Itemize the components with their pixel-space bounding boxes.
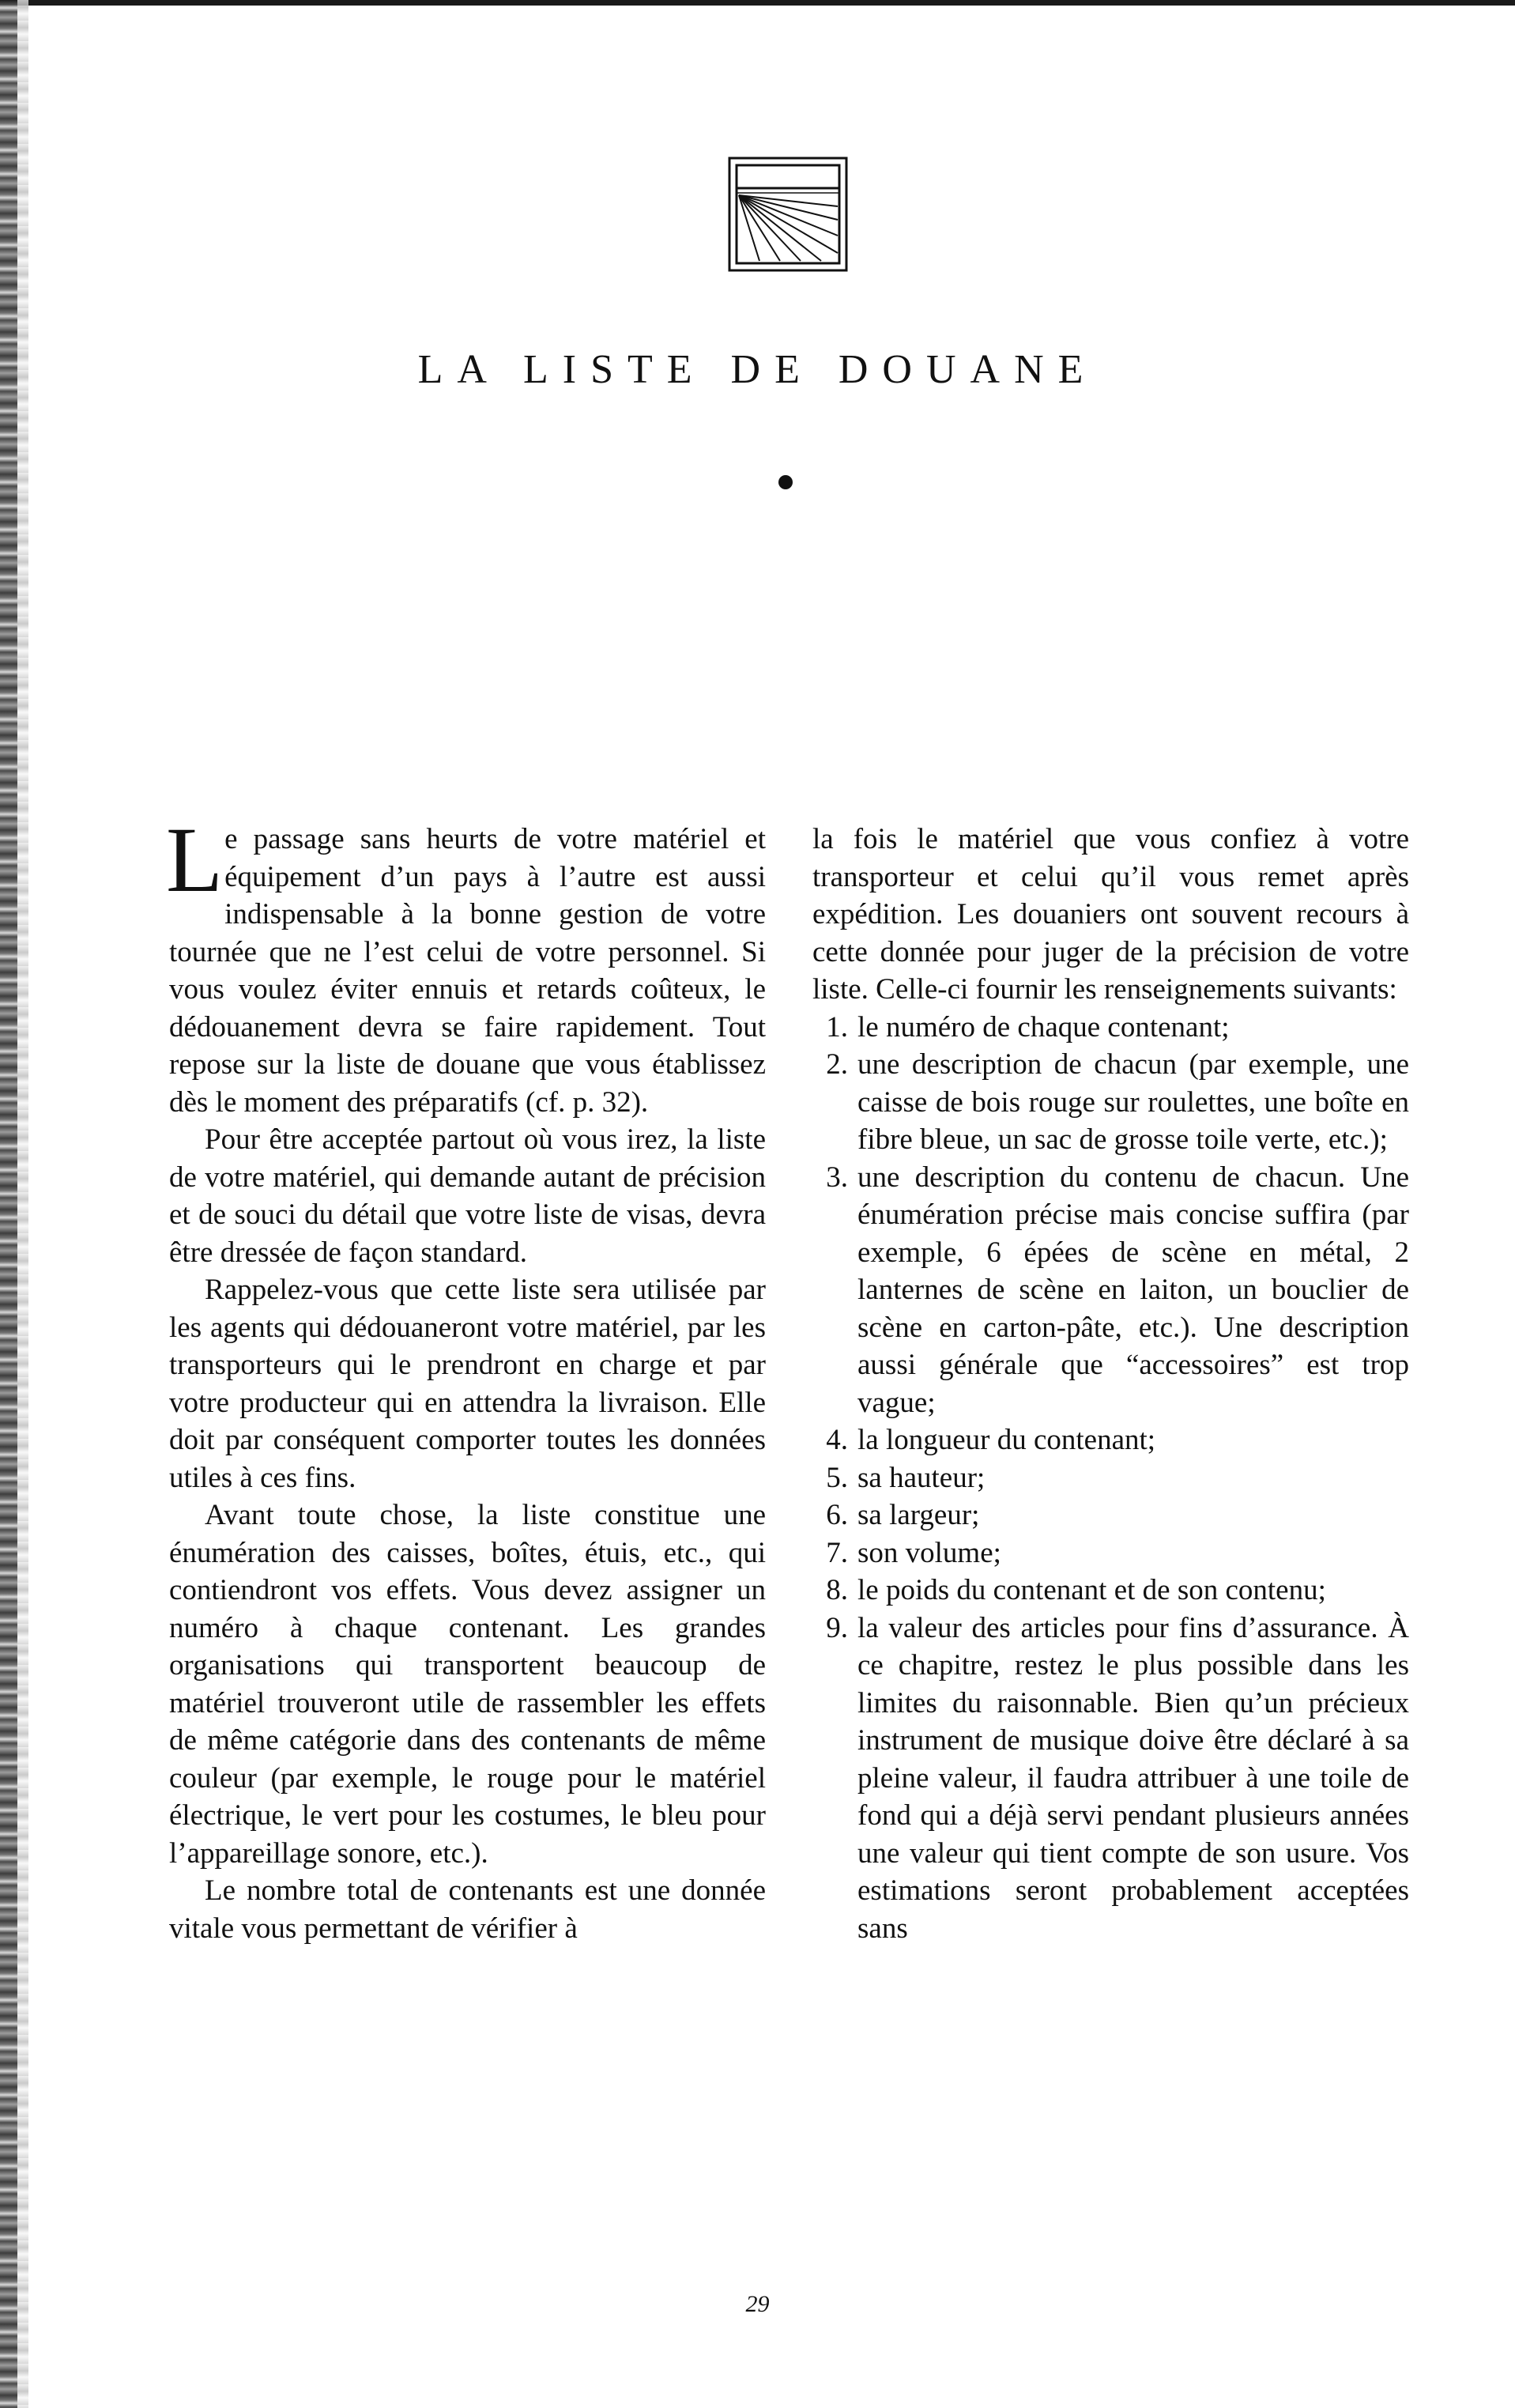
list-item	[812, 1610, 1409, 1948]
paragraph-3: Rappelez-vous que cette liste sera utilisée par les agents qui dédouaneront votre matériel, par les transporteurs qui le prendront en charge et par votre producteur qui en attendra la livraison. Elle doit par conséquent comporter toutes les données utiles à ces fins.	[169, 1274, 766, 1494]
paragraph-5: Le nombre total de contenants est une donnée vitale vous permettant de vérifier à	[169, 1874, 766, 1945]
list-item-number: 2.	[826, 1048, 848, 1081]
list-item	[812, 1159, 1409, 1422]
paragraph-1-text: e passage sans heurts de votre matériel et équipement d’un pays à l’autre est aussi indispensable à la bonne gestion de votre tournée que ne l’est celui de votre personnel. Si vous voulez éviter ennuis et retards coûteux, le dédouanement devra se faire rapidement. Tout repose sur la liste de douane que vous établissez dès le moment des préparatifs (cf. p. 32).	[169, 823, 766, 1119]
list-item	[812, 1572, 1409, 1610]
page-number: 29	[745, 2291, 770, 2317]
list-item-number: 5.	[826, 1461, 848, 1494]
list-item	[812, 1009, 1409, 1047]
scan-edge-top	[0, 0, 1515, 6]
list-item	[812, 1497, 1409, 1534]
ornament-sun-rays-icon	[728, 157, 848, 272]
list-item-number: 8.	[826, 1574, 848, 1606]
requirements-list	[812, 1009, 1409, 1948]
list-item-text: son volume;	[857, 1536, 1001, 1569]
right-intro-paragraph: la fois le matériel que vous confiez à votre transporteur et celui qu’il vous remet après expédition. Les douaniers ont souvent recours à cette donnée pour juger de la précision de votre liste. Celle-ci fournir les renseignements suivants:	[812, 823, 1409, 1006]
paragraph-1	[166, 808, 766, 1121]
paragraph-4: Avant toute chose, la liste constitue une énumération des caisses, boîtes, étuis, etc., qui contiendront vos effets. Vous devez assigner un numéro à chaque contenant. Les grandes organisations qui transportent beaucoup de matériel trouveront utile de rassembler les effets de même catégorie dans des contenants de même couleur (par exemple, le rouge pour le matériel électrique, le vert pour les costumes, le bleu pour l’appareillage sonore, etc.).	[169, 1499, 766, 1870]
list-item-number: 1.	[826, 1010, 848, 1044]
list-item-text: le numéro de chaque contenant;	[857, 1010, 1230, 1044]
list-item	[812, 1459, 1409, 1497]
chapter-title: LA LISTE DE DOUANE	[417, 347, 1098, 392]
list-item-text: une description du contenu de chacun. Une énumération précise mais concise suffira (par exemple, 6 épées de scène en métal, 2 lanternes de scène en laiton, un bouclier de scène en carton-pâte, etc.). Une description aussi générale que “accessoires” est trop vague;	[857, 1161, 1409, 1419]
left-column	[166, 808, 766, 1947]
list-item-text: le poids du contenant et de son contenu;	[857, 1574, 1326, 1606]
list-item	[812, 1421, 1409, 1459]
list-item-number: 9.	[826, 1611, 848, 1644]
paragraph-2: Pour être acceptée partout où vous irez, la liste de votre matériel, qui demande autant de précision et de souci du détail que votre liste de visas, devra être dressée de façon standard.	[169, 1123, 766, 1269]
list-item-number: 4.	[826, 1424, 848, 1456]
list-item-text: la valeur des articles pour fins d’assurance. À ce chapitre, restez le plus possible dans les limites du raisonnable. Bien qu’un précieux instrument de musique doive être déclaré à sa pleine valeur, il faudra attribuer à une toile de fond qui a déjà servi pendant plusieurs années une valeur qui tient compte de son usure. Vos estimations seront probablement acceptées sans	[857, 1611, 1409, 1945]
list-item-text: sa hauteur;	[857, 1461, 986, 1494]
list-item	[812, 1534, 1409, 1572]
right-column	[812, 821, 1409, 1947]
list-item-text: une description de chacun (par exemple, une caisse de bois rouge sur roulettes, une boîte en fibre bleue, un sac de grosse toile verte, etc.);	[857, 1048, 1409, 1156]
list-item-number: 3.	[826, 1161, 848, 1194]
bullet-dot-icon	[778, 475, 793, 489]
list-item-text: sa largeur;	[857, 1499, 980, 1531]
list-item-text: la longueur du contenant;	[857, 1424, 1156, 1456]
list-item-number: 6.	[826, 1499, 848, 1531]
list-item-number: 7.	[826, 1536, 848, 1569]
drop-cap: L	[166, 808, 224, 911]
list-item	[812, 1046, 1409, 1159]
